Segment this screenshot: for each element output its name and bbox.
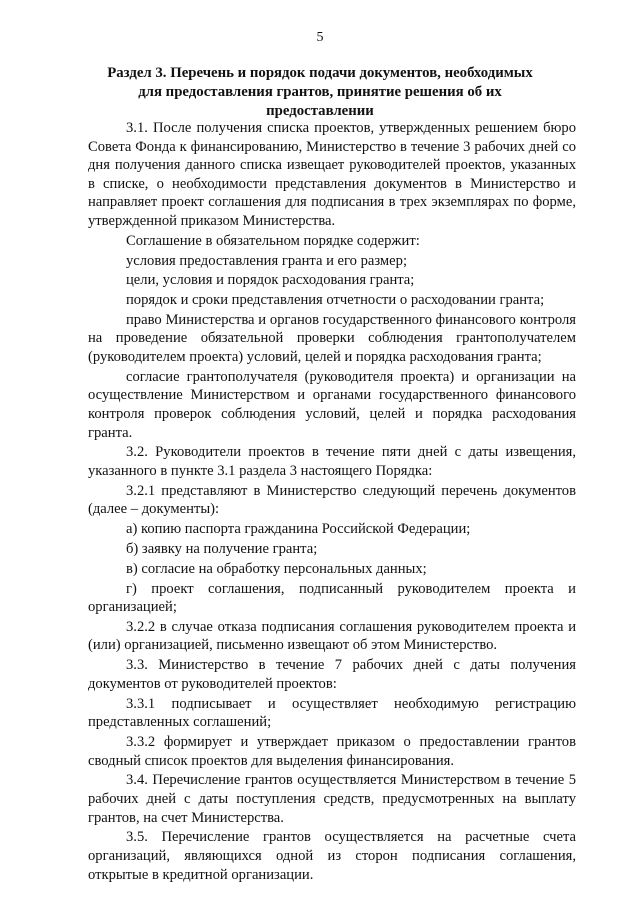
- paragraph: 3.4. Перечисление грантов осуществляется Министерством в течение 5 рабочих дней с даты поступления средств, предусмотренных на выплату грантов, на счет Министерства.: [88, 772, 576, 826]
- paragraph: 3.2.2 в случае отказа подписания соглашения руководителем проекта и (или) организацией, письменно извещают об этом Министерство.: [88, 618, 576, 654]
- paragraph: право Министерства и органов государственного финансового контроля на проведение обязательной проверки соблюдения грантополучателем (руководителем проекта) условий, целей и порядка расходования гранта;: [88, 311, 576, 366]
- paragraph: 3.3. Министерство в течение 7 рабочих дней с даты получения документов от руководителей проектов:: [88, 657, 576, 692]
- page-number: 5: [316, 30, 324, 45]
- paragraph: согласие грантополучателя (руководителя проекта) и организации на осуществление Министерством и органами государственного финансового контроля проверок соблюдения условий, целей и порядка расходования гранта.: [88, 368, 576, 441]
- paragraph: 3.2. Руководители проектов в течение пяти дней с даты извещения, указанного в пункте 3.1 раздела 3 настоящего Порядка:: [88, 444, 576, 479]
- paragraph: 3.3.1 подписывает и осуществляет необходимую регистрацию представленных соглашений;: [88, 695, 576, 731]
- section-heading-line-1: Раздел 3. Перечень и порядок подачи документов, необходимых: [107, 65, 533, 81]
- paragraph: б) заявку на получение гранта;: [126, 540, 318, 557]
- paragraph: 3.3.2 формирует и утверждает приказом о предоставлении грантов сводный список проектов для выделения финансирования.: [88, 734, 576, 769]
- paragraph: 3.1. После получения списка проектов, утвержденных решением бюро Совета Фонда к финансированию, Министерство в течение 3 рабочих дней со дня получения данного списка извещает руководителей проектов, указанных в списке, о необходимости представления документов в Министерство и направляет проект соглашения для подписания в трех экземплярах по форме, утвержденной приказом Министерства.: [88, 120, 576, 229]
- paragraph: в) согласие на обработку персональных данных;: [126, 560, 427, 577]
- section-heading-line-2: для предоставления грантов, принятие решения об их предоставлении: [138, 84, 502, 119]
- document-body: [88, 119, 576, 885]
- paragraph: г) проект соглашения, подписанный руководителем проекта и организацией;: [88, 580, 576, 616]
- section-heading: [88, 64, 552, 121]
- paragraph: условия предоставления гранта и его размер;: [126, 252, 407, 269]
- paragraph: 3.5. Перечисление грантов осуществляется на расчетные счета организаций, являющихся одной из сторон подписания соглашения, открытые в кредитной организации.: [88, 829, 576, 883]
- paragraph: 3.2.1 представляют в Министерство следующий перечень документов (далее – документы):: [88, 482, 576, 518]
- paragraph: а) копию паспорта гражданина Российской Федерации;: [126, 521, 471, 538]
- paragraph: Соглашение в обязательном порядке содержит:: [126, 232, 420, 249]
- paragraph: цели, условия и порядок расходования гранта;: [126, 272, 415, 289]
- paragraph: порядок и сроки представления отчетности о расходовании гранта;: [126, 292, 545, 309]
